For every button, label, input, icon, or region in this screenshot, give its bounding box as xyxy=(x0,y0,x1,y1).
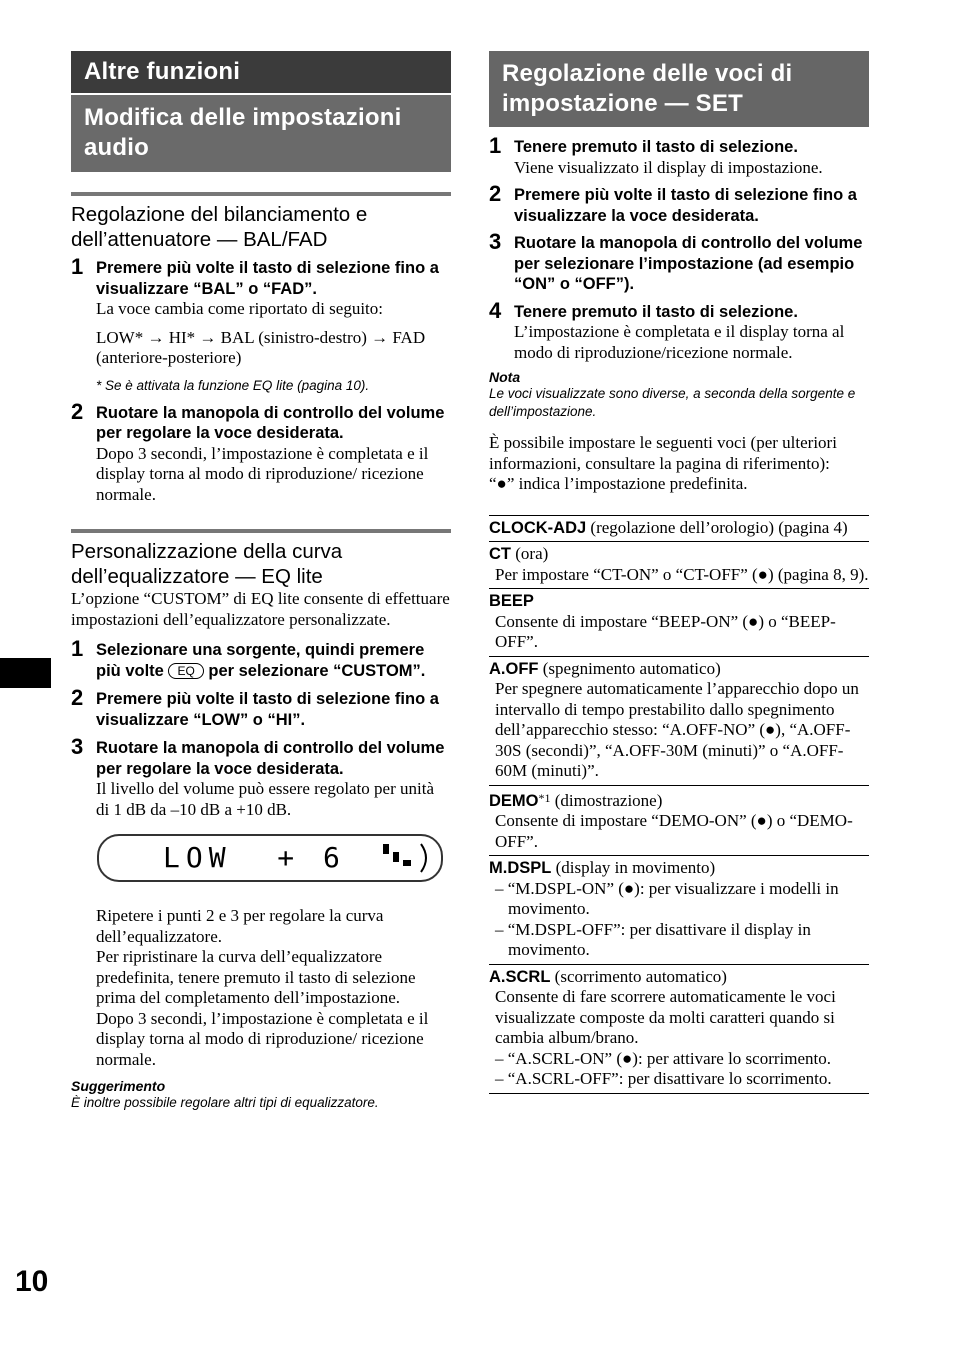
option-dash-item: – “A.SCRL-ON” (●): per attivare lo scorrimento. xyxy=(495,1048,832,1068)
option-paren: (spegnimento automatico) xyxy=(538,658,721,678)
option-desc: Consente di fare scorrere automaticamente le voci visualizzate composte da molti caratteri quando si cambia album/brano. xyxy=(495,987,836,1047)
option-dash-item: – “M.DSPL-OFF”: per disattivare il display in movimento. xyxy=(495,919,811,959)
option-desc: Per spegnere automaticamente l’apparecchio dopo un intervallo di tempo prestabilito dallo spegnimento dell’apparecchio stesso: “A.OFF-NO” (●), “A.OFF-30S (secondi)”, “A.OFF-30M (minuti)” o “A.OFF-60M (minuti)”. xyxy=(495,679,859,780)
step-text: La voce cambia come riportato di seguito: xyxy=(96,299,384,318)
lcd-text: LOW + 6 xyxy=(163,841,346,874)
option-row xyxy=(489,542,869,589)
set-steps xyxy=(489,133,869,363)
section-header-altre-funzioni: Altre funzioni xyxy=(71,51,451,93)
option-footnote-mark: *1 xyxy=(538,790,551,805)
step-1-eq xyxy=(71,636,451,681)
eq-button-icon: EQ xyxy=(168,663,203,679)
option-dash-item: – “A.SCRL-OFF”: per disattivare lo scorrimento. xyxy=(495,1069,832,1088)
step-number: 3 xyxy=(71,734,84,759)
eq-paragraph-3: Dopo 3 secondi, l’impostazione è completata e il display torna al modo di riproduzione/ ricezione normale. xyxy=(96,1008,429,1069)
option-heading xyxy=(489,544,869,565)
option-cell xyxy=(489,656,869,785)
option-paren: (regolazione dell’orologio) (pagina 4) xyxy=(586,517,848,537)
option-row xyxy=(489,515,869,542)
section-divider xyxy=(71,529,451,533)
step-number: 2 xyxy=(489,181,502,206)
heading-bal-fad: Regolazione del bilanciamento e dell’attenuatore — BAL/FAD xyxy=(71,203,368,251)
section-tab-marker xyxy=(0,658,51,688)
set-step xyxy=(489,181,869,226)
tip-label: Suggerimento xyxy=(71,1078,166,1094)
option-row xyxy=(489,964,869,1093)
option-cell xyxy=(489,589,869,657)
step-number: 1 xyxy=(71,636,84,661)
option-desc: Consente di impostare “DEMO-ON” (●) o “DEMO-OFF”. xyxy=(495,811,853,851)
lcd-display-illustration xyxy=(97,834,443,882)
step-instruction: Ruotare la manopola di controllo del volume per regolare la voce desiderata. xyxy=(96,739,445,778)
option-row xyxy=(489,656,869,785)
step-instruction: Tenere premuto il tasto di selezione. xyxy=(514,302,798,321)
option-cell xyxy=(489,856,869,965)
eq-paragraph-1: Ripetere i punti 2 e 3 per regolare la curva dell’equalizzatore. xyxy=(96,906,384,946)
option-name: A.OFF xyxy=(489,659,539,678)
option-paren: (display in movimento) xyxy=(551,858,716,877)
option-name: M.DSPL xyxy=(489,859,552,877)
step-number: 3 xyxy=(489,229,502,254)
set-step xyxy=(489,297,869,364)
note-label: Nota xyxy=(489,369,521,385)
step-instruction xyxy=(96,640,451,681)
eq-paragraph-2: Per ripristinare la curva dell’equalizzatore predefinita, tenere premuto il tasto di selezione prima del completamento dell’impostazione. xyxy=(96,947,416,1007)
step-instruction-part: per selezionare “CUSTOM”. xyxy=(208,661,426,680)
section-divider xyxy=(71,192,451,196)
option-name: BEEP xyxy=(489,592,534,610)
note-text: Le voci visualizzate sono diverse, a seconda della sorgente e dell’impostazione. xyxy=(489,386,856,419)
option-paren: (dimostrazione) xyxy=(550,790,663,810)
right-column xyxy=(489,51,869,1094)
step-number: 4 xyxy=(489,297,502,323)
step-instruction-part: Selezionare una sorgente, quindi premere più volte xyxy=(96,641,425,680)
eq-curve-icon xyxy=(379,840,433,876)
option-cell xyxy=(489,785,869,856)
step-instruction: Tenere premuto il tasto di selezione. xyxy=(514,138,798,156)
option-row xyxy=(489,856,869,965)
option-cell xyxy=(489,515,869,542)
option-dash-item: – “M.DSPL-ON” (●): per visualizzare i modelli in movimento. xyxy=(495,878,839,918)
page-number: 10 xyxy=(15,1265,49,1298)
option-heading xyxy=(489,858,869,879)
option-desc: Consente di impostare “BEEP-ON” (●) o “BEEP-OFF”. xyxy=(495,611,836,651)
step-text: L’impostazione è completata e il display torna al modo di riproduzione/ricezione normale. xyxy=(514,322,845,362)
step-number: 2 xyxy=(71,398,84,424)
option-desc: Per impostare “CT-ON” o “CT-OFF” (●) (pagina 8, 9). xyxy=(495,564,869,584)
footnote: * Se è attivata la funzione EQ lite (pagina 10). xyxy=(96,377,370,393)
set-intro: È possibile impostare le seguenti voci (per ulteriori informazioni, consultare la pagina di riferimento): xyxy=(489,433,837,473)
sequence-line: LOW* → HI* → BAL (sinistro-destro) → FAD (anteriore-posteriore) xyxy=(96,327,426,367)
step-instruction: Ruotare la manopola di controllo del volume per regolare la voce desiderata. xyxy=(96,403,445,442)
option-paren: (ora) xyxy=(511,544,549,563)
section-header-set: Regolazione delle voci di impostazione — SET xyxy=(489,51,869,127)
step-3-eq xyxy=(71,734,451,820)
set-step xyxy=(489,133,869,178)
option-heading xyxy=(489,659,869,680)
step-number: 2 xyxy=(71,685,84,710)
left-column xyxy=(71,51,451,1112)
option-name: A.SCRL xyxy=(489,967,551,986)
section-header-modifica-audio: Modifica delle impostazioni audio xyxy=(71,95,451,172)
step-1-bal-fad xyxy=(71,254,451,395)
step-text: Il livello del volume può essere regolato per unità di 1 dB da –10 dB a +10 dB. xyxy=(96,779,435,819)
option-cell xyxy=(489,964,869,1093)
set-step xyxy=(489,229,869,295)
option-heading xyxy=(489,518,869,539)
tip-text: È inoltre possibile regolare altri tipi di equalizzatore. xyxy=(71,1095,379,1110)
option-cell xyxy=(489,542,869,589)
options-table xyxy=(489,515,869,1094)
option-paren: (scorrimento automatico) xyxy=(550,966,727,986)
eq-intro: L’opzione “CUSTOM” di EQ lite consente di effettuare impostazioni dell’equalizzatore personalizzate. xyxy=(71,589,450,629)
option-name: CLOCK-ADJ xyxy=(489,518,587,537)
step-2-bal-fad xyxy=(71,398,451,506)
default-hint: “●” indica l’impostazione predefinita. xyxy=(489,474,748,493)
step-text: Dopo 3 secondi, l’impostazione è completata e il display torna al modo di riproduzione/ ricezione normale. xyxy=(96,443,429,504)
option-heading xyxy=(489,967,869,988)
heading-eq-lite: Personalizzazione della curva dell’equalizzatore — EQ lite xyxy=(71,540,343,588)
step-instruction: Premere più volte il tasto di selezione fino a visualizzare “BAL” o “FAD”. xyxy=(96,259,439,298)
sequence-text xyxy=(96,328,451,369)
step-number: 1 xyxy=(489,133,502,158)
step-instruction: Ruotare la manopola di controllo del volume per selezionare l’impostazione (ad esempio “ON” o “OFF”). xyxy=(514,234,863,293)
step-2-eq xyxy=(71,685,451,730)
option-name: CT xyxy=(489,545,511,563)
option-row xyxy=(489,589,869,657)
option-name: DEMO xyxy=(489,791,539,810)
step-text: Viene visualizzato il display di impostazione. xyxy=(514,157,823,177)
step-instruction: Premere più volte il tasto di selezione fino a visualizzare “LOW” o “HI”. xyxy=(96,690,439,729)
option-heading xyxy=(489,591,869,612)
step-instruction: Premere più volte il tasto di selezione fino a visualizzare la voce desiderata. xyxy=(514,186,857,225)
step-number: 1 xyxy=(71,254,84,279)
option-heading xyxy=(489,788,869,812)
option-row xyxy=(489,785,869,856)
